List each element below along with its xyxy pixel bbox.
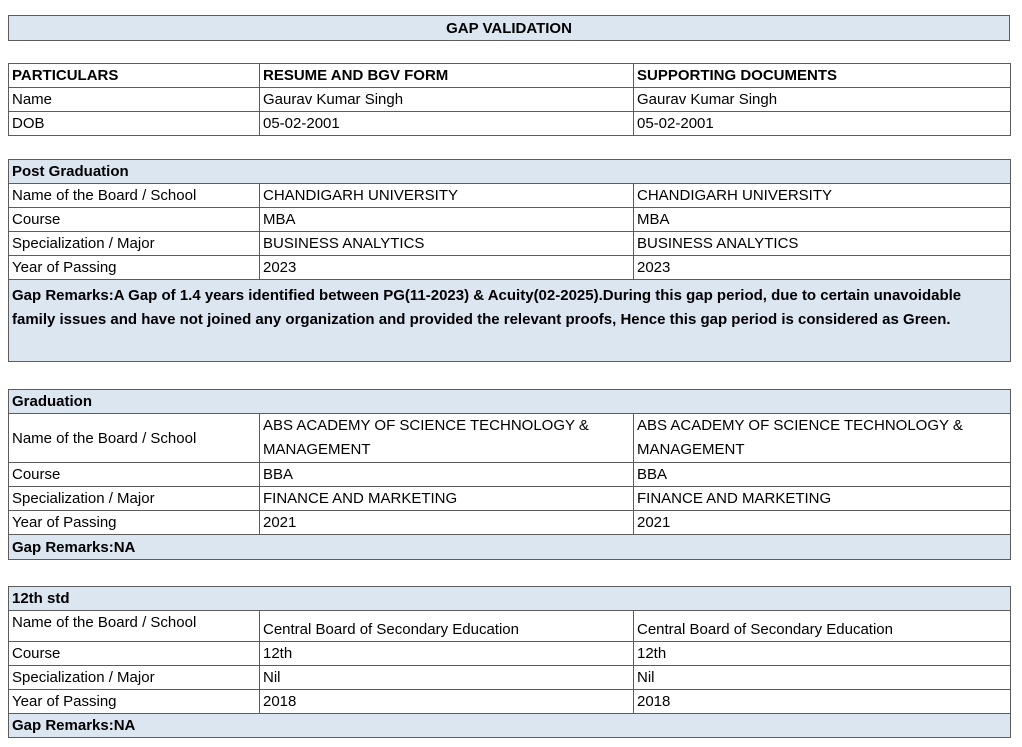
twelfth-spec-doc: Nil xyxy=(634,666,1011,690)
pg-spec-label: Specialization / Major xyxy=(9,232,260,256)
grad-spec-resume: FINANCE AND MARKETING xyxy=(260,487,634,511)
page-title: GAP VALIDATION xyxy=(9,16,1010,41)
twelfth-table xyxy=(8,586,1011,738)
name-doc: Gaurav Kumar Singh xyxy=(634,88,1011,112)
grad-spec-label: Specialization / Major xyxy=(9,487,260,511)
grad-board-doc: ABS ACADEMY OF SCIENCE TECHNOLOGY & MANAGEMENT xyxy=(634,414,1011,463)
graduation-table xyxy=(8,389,1011,560)
twelfth-year-resume: 2018 xyxy=(260,690,634,714)
name-resume: Gaurav Kumar Singh xyxy=(260,88,634,112)
header-supporting: SUPPORTING DOCUMENTS xyxy=(634,64,1011,88)
pg-gap-remarks: Gap Remarks:A Gap of 1.4 years identified between PG(11-2023) & Acuity(02-2025).During this gap period, due to certain unavoidable family issues and have not joined any organization and provided the relevant proofs, Hence this gap period is considered as Green. xyxy=(9,280,1011,362)
pg-board-resume: CHANDIGARH UNIVERSITY xyxy=(260,184,634,208)
dob-resume: 05-02-2001 xyxy=(260,112,634,136)
pg-spec-doc: BUSINESS ANALYTICS xyxy=(634,232,1011,256)
twelfth-year-doc: 2018 xyxy=(634,690,1011,714)
twelfth-board-doc: Central Board of Secondary Education xyxy=(634,611,1011,642)
pg-course-label: Course xyxy=(9,208,260,232)
grad-year-doc: 2021 xyxy=(634,511,1011,535)
twelfth-heading: 12th std xyxy=(9,587,1011,611)
pg-board-doc: CHANDIGARH UNIVERSITY xyxy=(634,184,1011,208)
pg-board-label: Name of the Board / School xyxy=(9,184,260,208)
grad-course-resume: BBA xyxy=(260,463,634,487)
pg-course-doc: MBA xyxy=(634,208,1011,232)
pg-year-label: Year of Passing xyxy=(9,256,260,280)
pg-spec-resume: BUSINESS ANALYTICS xyxy=(260,232,634,256)
twelfth-course-resume: 12th xyxy=(260,642,634,666)
twelfth-board-label: Name of the Board / School xyxy=(9,611,260,642)
twelfth-gap-remarks: Gap Remarks:NA xyxy=(9,714,1011,738)
twelfth-spec-label: Specialization / Major xyxy=(9,666,260,690)
grad-board-label: Name of the Board / School xyxy=(9,414,260,463)
pg-year-resume: 2023 xyxy=(260,256,634,280)
dob-label: DOB xyxy=(9,112,260,136)
twelfth-board-resume: Central Board of Secondary Education xyxy=(260,611,634,642)
grad-year-label: Year of Passing xyxy=(9,511,260,535)
grad-course-doc: BBA xyxy=(634,463,1011,487)
post-graduation-table xyxy=(8,159,1011,362)
grad-board-resume: ABS ACADEMY OF SCIENCE TECHNOLOGY & MANAGEMENT xyxy=(260,414,634,463)
header-resume: RESUME AND BGV FORM xyxy=(260,64,634,88)
title-table xyxy=(8,15,1010,41)
grad-gap-remarks: Gap Remarks:NA xyxy=(9,535,1011,560)
name-label: Name xyxy=(9,88,260,112)
twelfth-spec-resume: Nil xyxy=(260,666,634,690)
pg-year-doc: 2023 xyxy=(634,256,1011,280)
personal-table xyxy=(8,63,1011,136)
pg-heading: Post Graduation xyxy=(9,160,1011,184)
twelfth-course-doc: 12th xyxy=(634,642,1011,666)
header-particulars: PARTICULARS xyxy=(9,64,260,88)
grad-year-resume: 2021 xyxy=(260,511,634,535)
grad-course-label: Course xyxy=(9,463,260,487)
grad-heading: Graduation xyxy=(9,390,1011,414)
grad-spec-doc: FINANCE AND MARKETING xyxy=(634,487,1011,511)
twelfth-year-label: Year of Passing xyxy=(9,690,260,714)
dob-doc: 05-02-2001 xyxy=(634,112,1011,136)
pg-course-resume: MBA xyxy=(260,208,634,232)
twelfth-course-label: Course xyxy=(9,642,260,666)
